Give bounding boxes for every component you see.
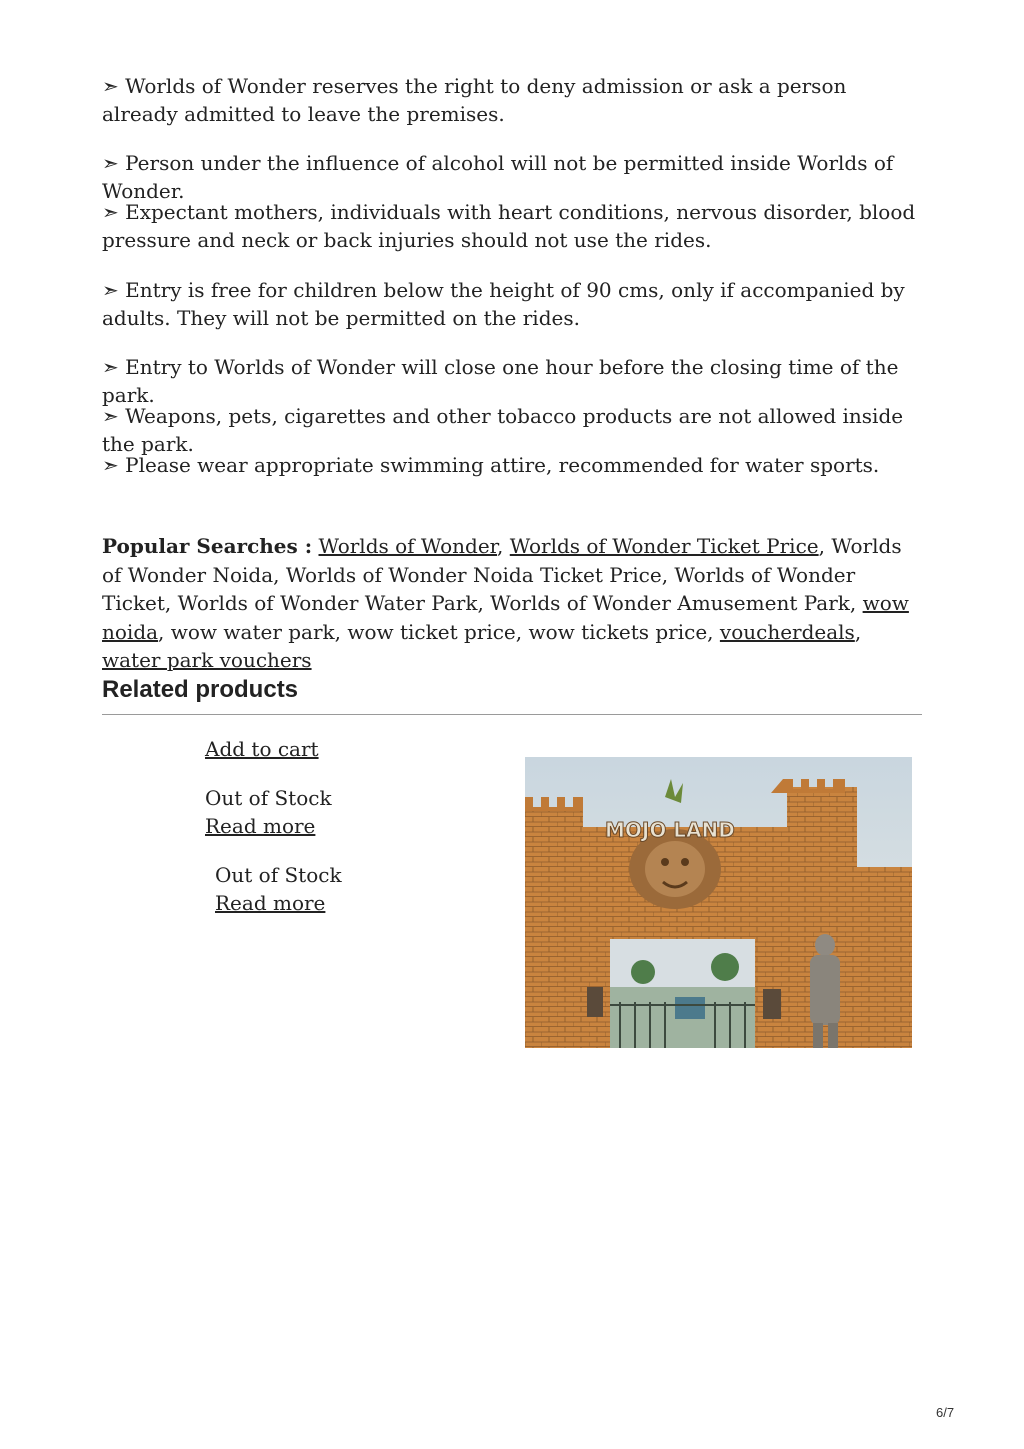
rule-deny-admission: ➣ Worlds of Wonder reserves the right to deny admission or ask a person already admitted to leave the premises. [102,74,847,126]
read-more-link[interactable]: Read more [205,814,316,838]
popular-searches [102,532,924,675]
link-voucherdeals[interactable]: voucherdeals [719,619,855,644]
separator: , [497,534,510,558]
sign-text: MOJO LAND [605,818,735,842]
product-image[interactable] [525,757,912,1048]
popular-searches-label: Popular Searches : [102,534,313,558]
page-number: 6/7 [936,1405,955,1420]
rule-prohibited-items: ➣ Weapons, pets, cigarettes and other tobacco products are not allowed inside the park. [102,404,904,456]
related-products-heading: Related products [102,676,299,703]
link-worlds-of-wonder[interactable]: Worlds of Wonder [318,534,498,558]
rule-health-conditions: ➣ Expectant mothers, individuals with heart conditions, nervous disorder, blood pressure and neck or back injuries should not use the rides. [102,200,916,252]
link-wow-noida[interactable]: wow noida [102,591,909,644]
divider [102,714,922,715]
link-water-park-vouchers[interactable]: water park vouchers [102,648,312,672]
stock-status: Out of Stock [205,786,332,810]
stock-status: Out of Stock [215,863,342,887]
rule-alcohol: ➣ Person under the influence of alcohol will not be permitted inside Worlds of Wonder. [102,151,894,203]
rule-swimming-attire: ➣ Please wear appropriate swimming attire, recommended for water sports. [102,453,880,477]
rule-entry-closing: ➣ Entry to Worlds of Wonder will close one hour before the closing time of the park. [102,355,899,407]
popular-searches-text: , wow water park, wow ticket price, wow tickets price, [158,619,720,644]
add-to-cart-link[interactable]: Add to cart [205,737,319,761]
separator: , [854,619,862,644]
popular-searches-text: , Worlds of Wonder Noida, Worlds of Wonder Noida Ticket Price, Worlds of Wonder Ticket, Worlds of Wonder Water Park, Worlds of Wonder Amusement Park, [102,534,902,615]
link-worlds-of-wonder-ticket-price[interactable]: Worlds of Wonder Ticket Price [509,534,819,558]
rule-children-entry: ➣ Entry is free for children below the height of 90 cms, only if accompanied by adults. They will not be permitted on the rides. [102,278,905,330]
read-more-link[interactable]: Read more [215,891,326,915]
